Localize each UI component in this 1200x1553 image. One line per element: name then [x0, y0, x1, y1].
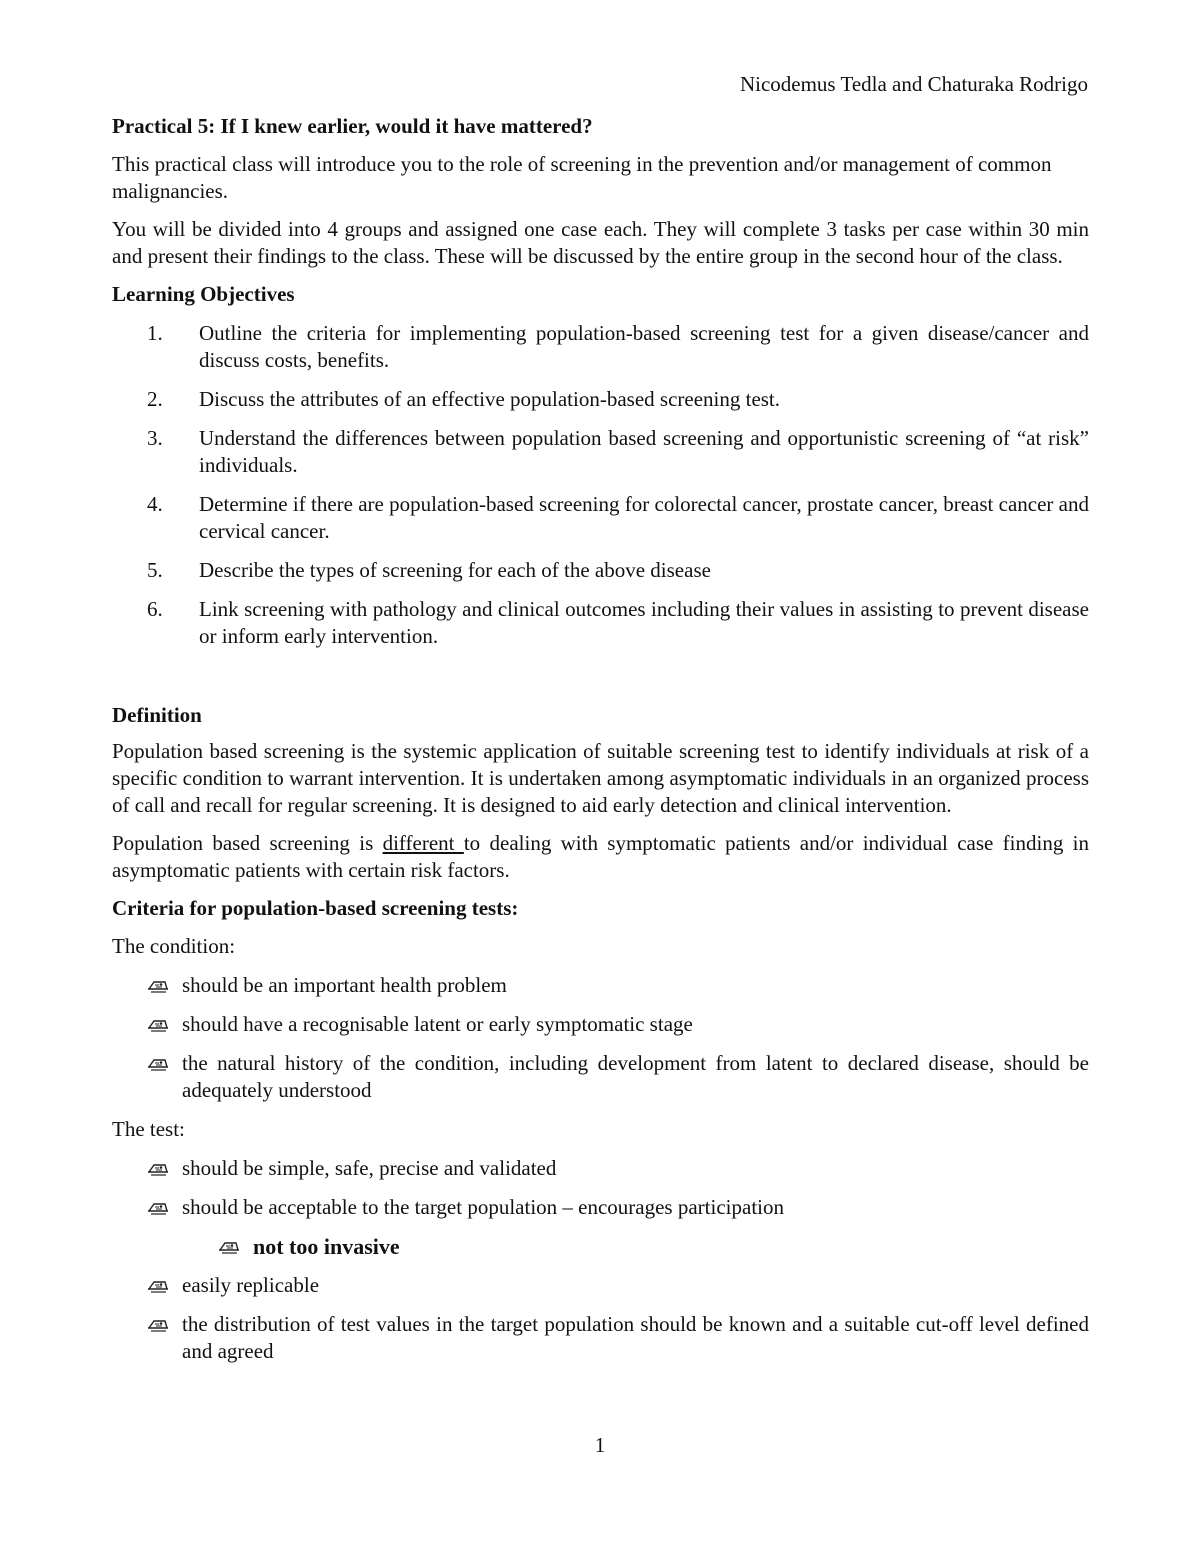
intro-paragraph-2: You will be divided into 4 groups and assigned one case each. They will complete 3 tasks per case within 30 min and present their findings to the class. These will be discussed by the entire group in the second hour of the class.	[112, 217, 1089, 268]
test-criterion-text: should be simple, safe, precise and validated	[182, 1156, 557, 1180]
objective-number: 2.	[147, 387, 163, 411]
test-label: The test:	[112, 1117, 185, 1141]
objective-text: Describe the types of screening for each of the above disease	[199, 558, 711, 582]
condition-criterion-text: should be an important health problem	[182, 973, 507, 997]
hand-bullet-icon	[147, 1317, 169, 1333]
objective-text: Outline the criteria for implementing population-based screening test for a given disease/cancer and discuss costs, benefits.	[199, 321, 1089, 372]
objective-item	[112, 491, 1089, 545]
list-item	[112, 1050, 1089, 1104]
definition-heading: Definition	[112, 703, 202, 727]
test-subcriterion-text: not too invasive	[253, 1234, 400, 1259]
condition-criterion-text: should have a recognisable latent or early symptomatic stage	[182, 1012, 693, 1036]
objective-item	[112, 386, 1089, 413]
objective-number: 6.	[147, 597, 163, 621]
page-header-author: Nicodemus Tedla and Chaturaka Rodrigo	[739, 72, 1088, 96]
list-item	[112, 1311, 1089, 1365]
list-item	[112, 1011, 1089, 1038]
condition-label: The condition:	[112, 934, 236, 958]
criteria-heading: Criteria for population-based screening tests:	[112, 896, 519, 920]
list-item	[112, 1272, 1089, 1299]
hand-bullet-icon	[218, 1239, 240, 1255]
objective-item	[112, 596, 1089, 650]
test-criteria-list	[112, 1155, 1089, 1365]
hand-bullet-icon	[147, 1056, 169, 1072]
condition-criteria-list	[112, 972, 1089, 1104]
definition-emphasis-different: different	[382, 831, 464, 855]
definition-text-start: Population based screening is	[112, 831, 383, 855]
objective-text: Understand the differences between population based screening and opportunistic screening of “at risk” individuals.	[199, 426, 1089, 477]
hand-bullet-icon	[147, 978, 169, 994]
objective-item	[112, 557, 1089, 584]
learning-objectives-heading: Learning Objectives	[112, 282, 295, 306]
list-item	[112, 1155, 1089, 1182]
definition-paragraph-1: Population based screening is the systemic application of suitable screening test to identify individuals at risk of a specific condition to warrant intervention. It is undertaken among asymptomatic individuals in an organized process of call and recall for regular screening. It is designed to aid early detection and clinical intervention.	[112, 739, 1089, 817]
page-number: 1	[594, 1433, 606, 1457]
test-criterion-text: easily replicable	[182, 1273, 320, 1297]
condition-criterion-text: the natural history of the condition, including development from latent to declared disease, should be adequately understood	[182, 1051, 1089, 1102]
objective-item	[112, 425, 1089, 479]
list-item-sub	[112, 1233, 1089, 1260]
hand-bullet-icon	[147, 1161, 169, 1177]
objective-number: 1.	[147, 321, 163, 345]
definition-text-end: to dealing with symptomatic patients and/or individual case finding in asymptomatic patients with certain risk factors.	[112, 831, 1089, 882]
hand-bullet-icon	[147, 1200, 169, 1216]
intro-paragraph-1: This practical class will introduce you to the role of screening in the prevention and/or management of common malignancies.	[112, 152, 1052, 203]
objective-text: Determine if there are population-based screening for colorectal cancer, prostate cancer, breast cancer and cervical cancer.	[199, 492, 1089, 543]
hand-bullet-icon	[147, 1017, 169, 1033]
learning-objectives-list	[112, 320, 1089, 650]
hand-bullet-icon	[147, 1278, 169, 1294]
objective-text: Discuss the attributes of an effective population-based screening test.	[199, 387, 781, 411]
document-body	[112, 113, 1089, 1377]
list-item	[112, 1194, 1089, 1221]
document-title: Practical 5: If I knew earlier, would it have mattered?	[112, 114, 593, 138]
test-criterion-text: should be acceptable to the target population – encourages participation	[182, 1195, 784, 1219]
test-criterion-text: the distribution of test values in the target population should be known and a suitable cut-off level defined and agreed	[182, 1312, 1089, 1363]
objective-number: 4.	[147, 492, 163, 516]
objective-number: 5.	[147, 558, 163, 582]
objective-text: Link screening with pathology and clinical outcomes including their values in assisting to prevent disease or inform early intervention.	[199, 597, 1089, 648]
list-item	[112, 972, 1089, 999]
definition-paragraph-2	[112, 830, 1089, 884]
objective-item	[112, 320, 1089, 374]
objective-number: 3.	[147, 426, 163, 450]
